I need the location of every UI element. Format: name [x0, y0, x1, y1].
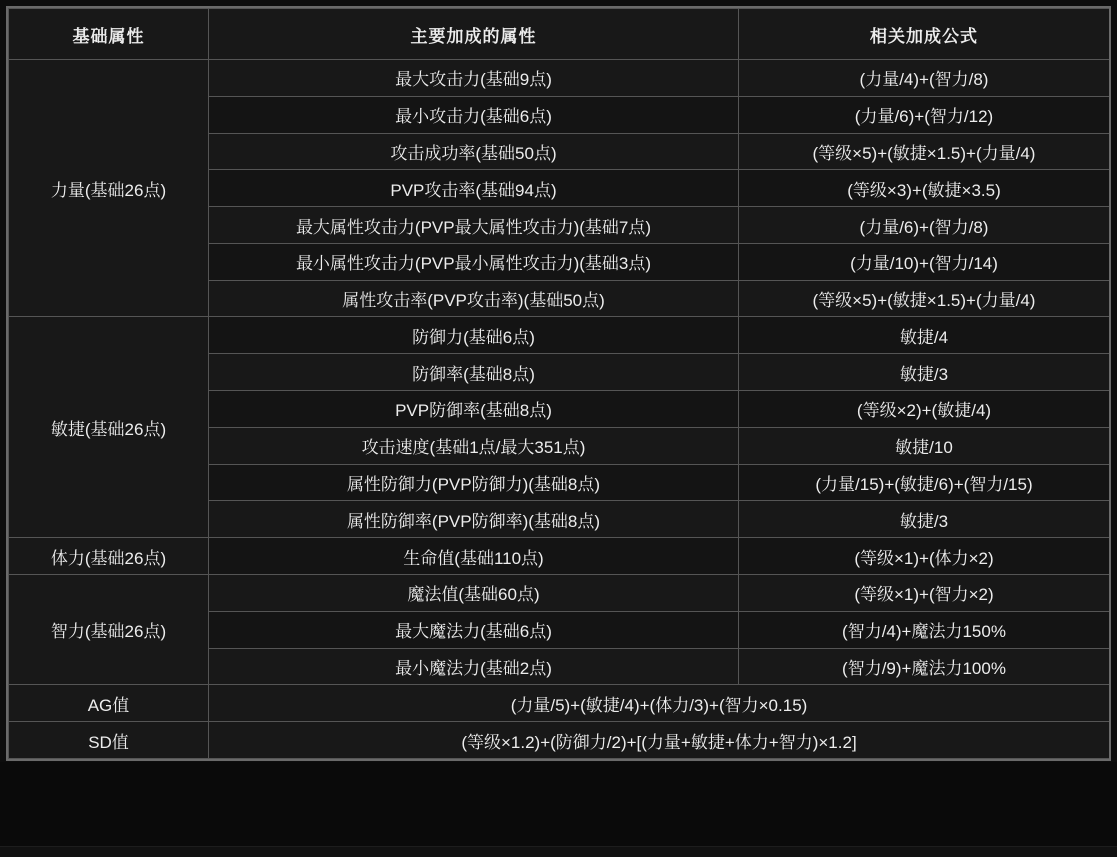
- main-attribute: PVP攻击率(基础94点): [209, 170, 739, 207]
- base-attribute-stamina: 体力(基础26点): [9, 538, 209, 575]
- main-attribute: 最小属性攻击力(PVP最小属性攻击力)(基础3点): [209, 243, 739, 280]
- formula: 敏捷/3: [739, 354, 1110, 391]
- main-attribute: PVP防御率(基础8点): [209, 391, 739, 428]
- bottom-strip: [0, 846, 1117, 857]
- base-attribute-sd: SD值: [9, 722, 209, 759]
- main-attribute: 攻击速度(基础1点/最大351点): [209, 427, 739, 464]
- header-main-attribute: 主要加成的属性: [209, 9, 739, 60]
- formula: (等级×1.2)+(防御力/2)+[(力量+敏捷+体力+智力)×1.2]: [209, 722, 1110, 759]
- formula: 敏捷/4: [739, 317, 1110, 354]
- main-attribute: 最大属性攻击力(PVP最大属性攻击力)(基础7点): [209, 207, 739, 244]
- formula: (智力/4)+魔法力150%: [739, 611, 1110, 648]
- header-formula: 相关加成公式: [739, 9, 1110, 60]
- base-attribute-ag: AG值: [9, 685, 209, 722]
- main-attribute: 魔法值(基础60点): [209, 574, 739, 611]
- table-row: [9, 538, 1110, 575]
- formula: (力量/6)+(智力/8): [739, 207, 1110, 244]
- formula: (等级×5)+(敏捷×1.5)+(力量/4): [739, 280, 1110, 317]
- bottom-empty-area: [0, 762, 1117, 856]
- table-row: [9, 722, 1110, 759]
- main-attribute: 最小魔法力(基础2点): [209, 648, 739, 685]
- base-attribute-energy: 智力(基础26点): [9, 574, 209, 684]
- table-row: [9, 60, 1110, 97]
- base-attribute-agility: 敏捷(基础26点): [9, 317, 209, 538]
- table-header: [9, 9, 1110, 60]
- base-attribute-strength: 力量(基础26点): [9, 60, 209, 317]
- main-attribute: 最大攻击力(基础9点): [209, 60, 739, 97]
- formula: (力量/4)+(智力/8): [739, 60, 1110, 97]
- main-attribute: 属性攻击率(PVP攻击率)(基础50点): [209, 280, 739, 317]
- table-row: [9, 317, 1110, 354]
- formula: (等级×2)+(敏捷/4): [739, 391, 1110, 428]
- formula: (等级×1)+(体力×2): [739, 538, 1110, 575]
- main-attribute: 属性防御率(PVP防御率)(基础8点): [209, 501, 739, 538]
- main-attribute: 最小攻击力(基础6点): [209, 96, 739, 133]
- attribute-table-container: [6, 6, 1111, 761]
- formula: 敏捷/10: [739, 427, 1110, 464]
- formula: (力量/5)+(敏捷/4)+(体力/3)+(智力×0.15): [209, 685, 1110, 722]
- formula: (力量/15)+(敏捷/6)+(智力/15): [739, 464, 1110, 501]
- header-base-attribute: 基础属性: [9, 9, 209, 60]
- main-attribute: 防御率(基础8点): [209, 354, 739, 391]
- main-attribute: 攻击成功率(基础50点): [209, 133, 739, 170]
- main-attribute: 生命值(基础110点): [209, 538, 739, 575]
- formula: (等级×1)+(智力×2): [739, 574, 1110, 611]
- formula: (等级×3)+(敏捷×3.5): [739, 170, 1110, 207]
- attribute-table: [8, 8, 1110, 759]
- formula: (力量/10)+(智力/14): [739, 243, 1110, 280]
- formula: (力量/6)+(智力/12): [739, 96, 1110, 133]
- table-row: [9, 574, 1110, 611]
- main-attribute: 属性防御力(PVP防御力)(基础8点): [209, 464, 739, 501]
- main-attribute: 防御力(基础6点): [209, 317, 739, 354]
- formula: 敏捷/3: [739, 501, 1110, 538]
- table-row: [9, 685, 1110, 722]
- table-body: [9, 60, 1110, 759]
- formula: (等级×5)+(敏捷×1.5)+(力量/4): [739, 133, 1110, 170]
- table-header-row: [9, 9, 1110, 60]
- main-attribute: 最大魔法力(基础6点): [209, 611, 739, 648]
- formula: (智力/9)+魔法力100%: [739, 648, 1110, 685]
